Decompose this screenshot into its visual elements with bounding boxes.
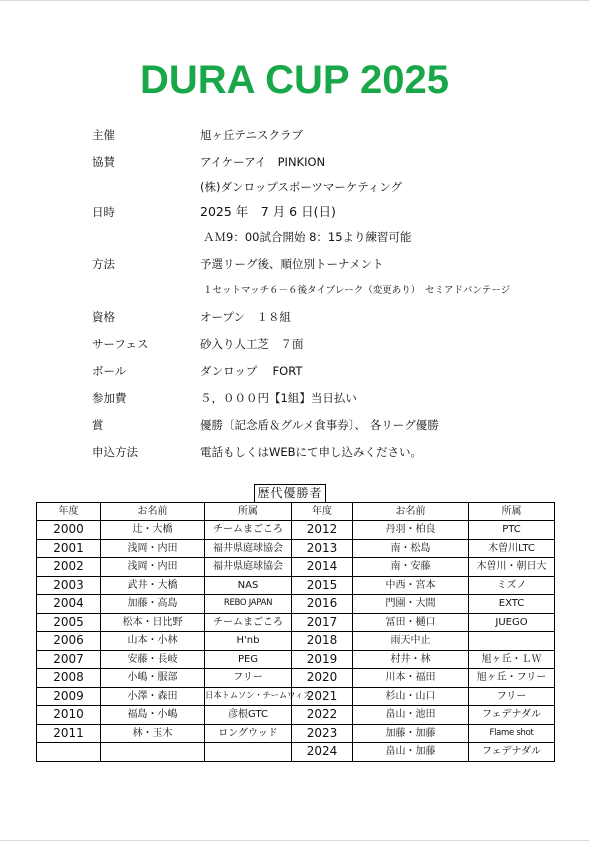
winner-year-cell: 2001 bbox=[37, 539, 101, 558]
winner-year-cell: 2004 bbox=[37, 595, 101, 614]
winner-affiliation-cell: 日本トムソン・チームウィズ bbox=[205, 687, 292, 706]
winner-name-cell: 松本・日比野 bbox=[101, 613, 205, 632]
winner-affiliation-cell: 福井県庭球協会 bbox=[205, 558, 292, 577]
winner-name-cell: 門園・大間 bbox=[353, 595, 469, 614]
winner-affiliation-cell: フェデナダル bbox=[469, 743, 555, 762]
winner-affiliation-cell: 木曽川・朝日大 bbox=[469, 558, 555, 577]
winner-name-cell: 浅岡・内田 bbox=[101, 539, 205, 558]
winner-name-cell: 杉山・山口 bbox=[353, 687, 469, 706]
info-label-eligibility: 資格 bbox=[92, 310, 115, 324]
info-label-date: 日時 bbox=[92, 205, 115, 219]
winner-name-cell: 小嶋・服部 bbox=[101, 669, 205, 688]
winner-name-cell: 辻・大橋 bbox=[101, 521, 205, 540]
winner-year-cell: 2012 bbox=[292, 521, 353, 540]
table-row bbox=[37, 613, 555, 632]
winner-affiliation-cell: NAS bbox=[205, 576, 292, 595]
header-year-right: 年度 bbox=[292, 503, 353, 521]
title-year: 2025 bbox=[360, 58, 449, 102]
table-row bbox=[37, 595, 555, 614]
winner-year-cell: 2022 bbox=[292, 706, 353, 725]
table-row bbox=[37, 632, 555, 651]
winner-affiliation-cell: フリー bbox=[205, 669, 292, 688]
winner-affiliation-cell: EXTC bbox=[469, 595, 555, 614]
winner-name-cell: 安藤・長岐 bbox=[101, 650, 205, 669]
winner-name-cell: 川本・福田 bbox=[353, 669, 469, 688]
winner-affiliation-cell: PTC bbox=[469, 521, 555, 540]
winner-year-cell: 2015 bbox=[292, 576, 353, 595]
winner-year-cell: 2005 bbox=[37, 613, 101, 632]
winner-year-cell bbox=[37, 743, 101, 762]
winner-name-cell: 南・安藤 bbox=[353, 558, 469, 577]
winner-name-cell: 武井・大橋 bbox=[101, 576, 205, 595]
info-label-organizer: 主催 bbox=[92, 128, 115, 142]
winner-year-cell: 2019 bbox=[292, 650, 353, 669]
winner-affiliation-cell: 福井県庭球協会 bbox=[205, 539, 292, 558]
table-row bbox=[37, 539, 555, 558]
winner-name-cell: 村井・林 bbox=[353, 650, 469, 669]
winner-year-cell: 2016 bbox=[292, 595, 353, 614]
info-label-format: 方法 bbox=[92, 257, 115, 271]
table-row bbox=[37, 558, 555, 577]
table-row bbox=[37, 743, 555, 762]
winner-affiliation-cell: H'nb bbox=[205, 632, 292, 651]
winner-year-cell: 2023 bbox=[292, 724, 353, 743]
info-value-fee: ５，０００円【1組】当日払い bbox=[200, 391, 357, 405]
winner-name-cell: 畠山・池田 bbox=[353, 706, 469, 725]
winner-name-cell: 福島・小嶋 bbox=[101, 706, 205, 725]
winner-affiliation-cell: フェデナダル bbox=[469, 706, 555, 725]
info-value-match-rule: １セットマッチ６－６後タイブレーク（変更あり） セミアドバンテージ bbox=[203, 285, 511, 296]
table-row bbox=[37, 521, 555, 540]
winner-affiliation-cell bbox=[205, 743, 292, 762]
winner-affiliation-cell: チームまごころ bbox=[205, 521, 292, 540]
info-value-eligibility: オープン １８組 bbox=[200, 310, 291, 324]
winner-year-cell: 2014 bbox=[292, 558, 353, 577]
header-affiliation-right: 所属 bbox=[469, 503, 555, 521]
winner-name-cell: 林・玉木 bbox=[101, 724, 205, 743]
info-value-organizer: 旭ヶ丘テニスクラブ bbox=[200, 128, 304, 142]
info-label-fee: 参加費 bbox=[92, 391, 127, 405]
winner-affiliation-cell: Flame shot bbox=[469, 724, 555, 743]
info-value-date: 2025 年 7 月 6 日(日) bbox=[200, 204, 336, 219]
table-row bbox=[37, 706, 555, 725]
table-row bbox=[37, 669, 555, 688]
info-label-ball: ボール bbox=[92, 364, 127, 378]
winner-name-cell: 中西・宮本 bbox=[353, 576, 469, 595]
winner-name-cell: 南・松島 bbox=[353, 539, 469, 558]
info-value-prize: 優勝〔記念盾＆グルメ食事券〕、 各リーグ優勝 bbox=[200, 418, 439, 432]
info-value-application: 電話もしくはWEBにて申し込みください。 bbox=[200, 445, 423, 459]
winner-year-cell: 2002 bbox=[37, 558, 101, 577]
winner-name-cell: 冨田・樋口 bbox=[353, 613, 469, 632]
info-value-format: 予選リーグ後、順位別トーナメント bbox=[200, 257, 384, 271]
winner-affiliation-cell: フリー bbox=[469, 687, 555, 706]
winner-year-cell: 2013 bbox=[292, 539, 353, 558]
winner-affiliation-cell: チームまごころ bbox=[205, 613, 292, 632]
info-value-sponsor-2: (株)ダンロップスポーツマーケティング bbox=[200, 180, 403, 194]
winner-year-cell: 2021 bbox=[292, 687, 353, 706]
winner-affiliation-cell: 旭ヶ丘・ＬＷ bbox=[469, 650, 555, 669]
winner-year-cell: 2011 bbox=[37, 724, 101, 743]
header-name-left: お名前 bbox=[101, 503, 205, 521]
info-value-sponsor-1: アイケーアイ PINKION bbox=[200, 155, 326, 169]
winner-year-cell: 2007 bbox=[37, 650, 101, 669]
winner-affiliation-cell: REBO JAPAN bbox=[205, 595, 292, 614]
winner-year-cell: 2009 bbox=[37, 687, 101, 706]
winner-affiliation-cell: 木曽川LTC bbox=[469, 539, 555, 558]
winners-header-row bbox=[37, 503, 555, 521]
winner-name-cell: 加藤・高島 bbox=[101, 595, 205, 614]
winner-year-cell: 2017 bbox=[292, 613, 353, 632]
winner-name-cell: 加藤・加藤 bbox=[353, 724, 469, 743]
winners-table-body bbox=[37, 503, 555, 762]
winner-year-cell: 2003 bbox=[37, 576, 101, 595]
winner-year-cell: 2018 bbox=[292, 632, 353, 651]
winner-year-cell: 2006 bbox=[37, 632, 101, 651]
winner-affiliation-cell: JUEGO bbox=[469, 613, 555, 632]
winner-affiliation-cell bbox=[469, 632, 555, 651]
winner-affiliation-cell: 旭ヶ丘・フリー bbox=[469, 669, 555, 688]
winner-affiliation-cell: ロングウッド bbox=[205, 724, 292, 743]
winner-year-cell: 2010 bbox=[37, 706, 101, 725]
info-label-sponsor: 協賛 bbox=[92, 155, 115, 169]
info-value-surface: 砂入り人工芝 ７面 bbox=[200, 337, 304, 351]
info-label-surface: サーフェス bbox=[92, 337, 149, 351]
winner-name-cell: 雨天中止 bbox=[353, 632, 469, 651]
winner-year-cell: 2000 bbox=[37, 521, 101, 540]
winner-name-cell: 畠山・加藤 bbox=[353, 743, 469, 762]
winner-name-cell: 山本・小林 bbox=[101, 632, 205, 651]
header-name-right: お名前 bbox=[353, 503, 469, 521]
title-name: DURA CUP bbox=[139, 58, 349, 102]
header-affiliation-left: 所属 bbox=[205, 503, 292, 521]
table-row bbox=[37, 576, 555, 595]
info-label-application: 申込方法 bbox=[92, 445, 138, 459]
table-row bbox=[37, 687, 555, 706]
table-row bbox=[37, 724, 555, 743]
winner-name-cell: 小澤・森田 bbox=[101, 687, 205, 706]
info-label-prize: 賞 bbox=[92, 418, 104, 432]
info-value-ball: ダンロップ FORT bbox=[200, 364, 303, 378]
winner-name-cell bbox=[101, 743, 205, 762]
winners-table bbox=[36, 502, 555, 762]
table-row bbox=[37, 650, 555, 669]
winner-affiliation-cell: PEG bbox=[205, 650, 292, 669]
winner-year-cell: 2008 bbox=[37, 669, 101, 688]
winner-year-cell: 2020 bbox=[292, 669, 353, 688]
winner-affiliation-cell: 彦根GTC bbox=[205, 706, 292, 725]
info-value-start-time: ＡＭ9：00試合開始 8：15より練習可能 bbox=[203, 230, 412, 244]
winner-name-cell: 浅岡・内田 bbox=[101, 558, 205, 577]
winner-affiliation-cell: ミズノ bbox=[469, 576, 555, 595]
winner-name-cell: 丹羽・柏良 bbox=[353, 521, 469, 540]
header-year-left: 年度 bbox=[37, 503, 101, 521]
winners-table-caption: 歴代優勝者 bbox=[254, 484, 326, 503]
winner-year-cell: 2024 bbox=[292, 743, 353, 762]
